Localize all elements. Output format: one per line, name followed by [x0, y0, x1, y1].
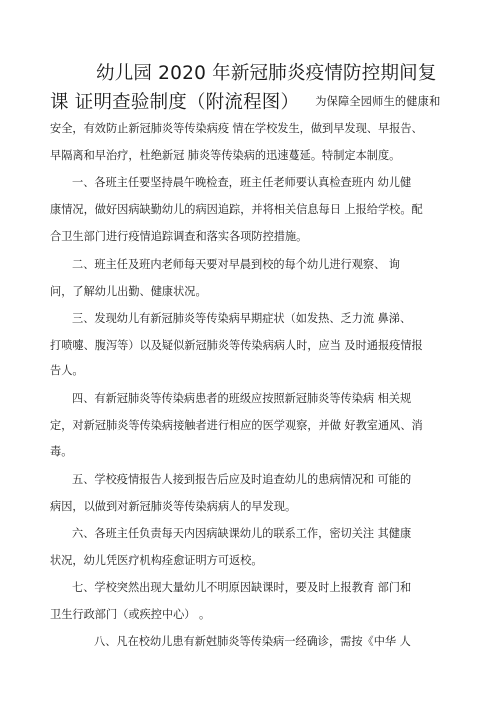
- body-line: 病因，以做到对新冠肺炎等传染病病人的早发现。: [50, 500, 297, 513]
- body-line: 安全，有效防止新冠肺炎等传染病疫 情在学校发生，做到早发现、早报告、: [50, 122, 423, 135]
- body-line: 合卫生部门进行疫情追踪调查和落实各项防控措施。: [50, 230, 308, 243]
- body-line: 告人。: [50, 364, 84, 377]
- title-line-1: 幼儿园 2020 年新冠肺炎疫情防控期间复: [96, 63, 437, 84]
- paragraph-5-start: 五、学校疫情报告人接到报告后应及时追查幼儿的患病情况和 可能的: [72, 473, 412, 486]
- body-line: 卫生行政部门（或疾控中心） 。: [50, 608, 211, 621]
- paragraph-6-start: 六、各班主任负责每天内因病缺课幼儿的联系工作，密切关注 其健康: [72, 527, 412, 540]
- intro-text-start: 为保障全园师生的健康和: [315, 95, 441, 108]
- paragraph-8-start: 八、凡在校幼儿患有新尅肺炎等传染病一经确诊，需按《中华 人: [94, 635, 411, 648]
- paragraph-3-start: 三、发现幼儿有新冠肺炎等传染病早期症状（如发热、乏力流 鼻涕、: [72, 312, 412, 325]
- body-line: 毒。: [50, 445, 73, 458]
- title-line-2-wrapper: [50, 90, 440, 115]
- title-line-2: 课 证明查验制度（附流程图）: [50, 92, 300, 113]
- body-line: 问，了解幼儿出勤、健康状况。: [50, 285, 207, 298]
- body-line: 早隔离和早治疗，杜绝新冠 肺炎等传染病的迅速蔓延。特制定本制度。: [50, 149, 401, 162]
- body-line: 状况，幼儿凭医疗机构痊愈证明方可返校。: [50, 554, 263, 567]
- body-line: 打喷嚏、腹泻等）以及疑似新冠肺炎等传染病病人时，应当 及时通报疫情报: [50, 339, 423, 352]
- paragraph-4-start: 四、有新冠肺炎等传染病患者的班级应按照新冠肺炎等传染病 相关规: [72, 392, 412, 405]
- body-line: 康情况，做好因病缺勤幼儿的病因追踪，并将相关信息每日 上报给学校。配: [50, 203, 423, 216]
- body-line: 定，对新冠肺炎等传染病接触者进行相应的医学观察，并做 好教室通风、消: [50, 419, 423, 432]
- paragraph-1-start: 一、各班主任要坚持晨午晚检查，班主任老师要认真检查班内 幼儿健: [72, 176, 412, 189]
- paragraph-7-start: 七、学校突然出现大量幼儿不明原因缺课时，要及时上报教育 部门和: [72, 581, 412, 594]
- paragraph-2-start: 二、班主任及班内老师每天要对早晨到校的每个幼儿进行观察、 询: [72, 258, 400, 271]
